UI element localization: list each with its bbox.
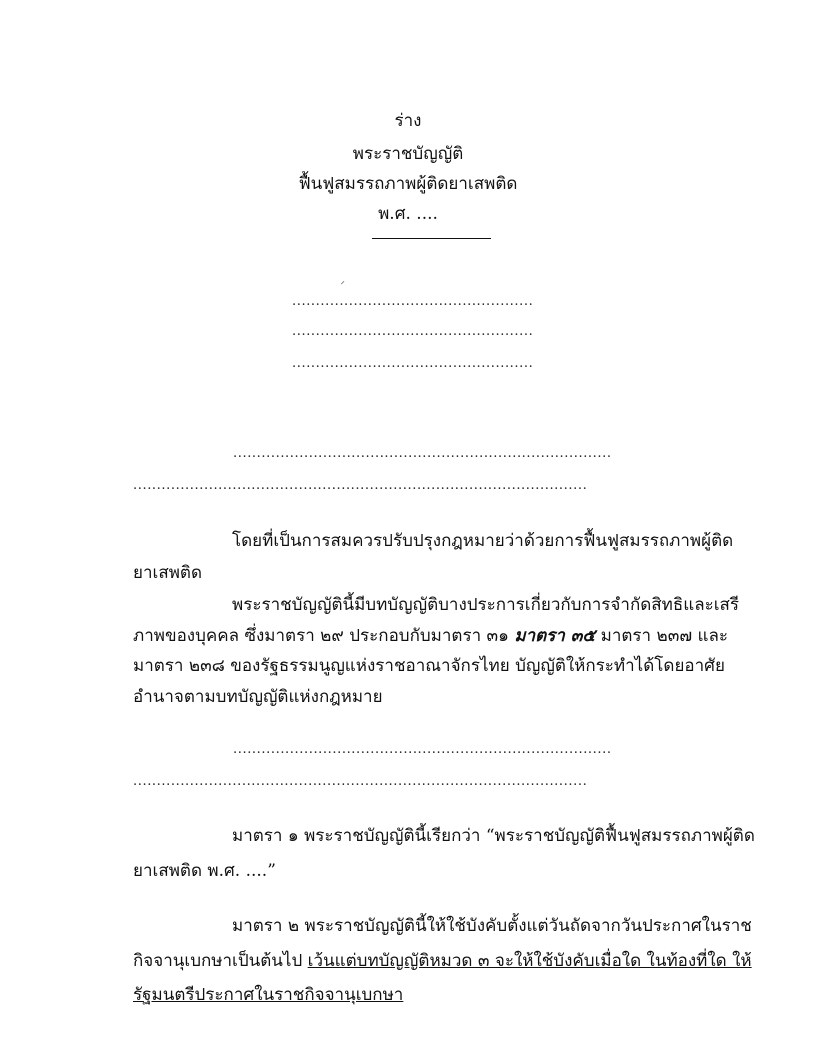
section-2-line-2-underlined: เว้นแต่บทบัญญัติหมวด ๓ จะให้ใช้บังคับเมื่อใด ในท้องที่ใด ให้ [307, 951, 752, 971]
section-2-line-2 [133, 950, 752, 972]
act-year: พ.ศ. .... [378, 204, 438, 224]
enactment-dots-2: ................................................................................................ [133, 774, 588, 789]
reasons-line-3: พระราชบัญญัตินี้มีบทบัญญัติบางประการเกี่ยวกับการจำกัดสิทธิและเสรี [232, 595, 740, 615]
section-2-line-2-a: กิจจานุเบกษาเป็นต้นไป [133, 951, 303, 971]
reasons-line-4-c: มาตรา ๒๓๗ และ [600, 626, 729, 646]
signature-line-1: ................................................... [292, 294, 534, 309]
preamble-dots-1: ................................................................................ [233, 446, 612, 461]
reasons-line-1: โดยที่เป็นการสมควรปรับปรุงกฎหมายว่าด้วยการฟื้นฟูสมรรถภาพผู้ติด [232, 531, 734, 551]
draft-label: ร่าง [394, 111, 422, 131]
signature-line-2: ................................................... [292, 324, 534, 339]
section-1-line-2: ยาเสพติด พ.ศ. ....” [133, 861, 276, 881]
reasons-line-4-a: ภาพของบุคคล ซึ่งมาตรา ๒๙ ประกอบกับมาตรา ๓๑ [133, 626, 509, 646]
reasons-line-5: มาตรา ๒๓๘ ของรัฐธรรมนูญแห่งราชอาณาจักรไทย บัญญัติให้กระทำได้โดยอาศัย [133, 656, 725, 676]
act-word: พระราชบัญญัติ [352, 144, 464, 164]
act-title: ฟื้นฟูสมรรถภาพผู้ติดยาเสพติด [298, 174, 518, 194]
section-2-line-3: รัฐมนตรีประกาศในราชกิจจานุเบกษา [133, 985, 404, 1005]
section-1-line-1: มาตรา ๑ พระราชบัญญัตินี้เรียกว่า “พระราชบัญญัติฟื้นฟูสมรรถภาพผู้ติด [232, 826, 755, 846]
preamble-dots-2: ................................................................................................ [133, 478, 588, 493]
stray-mark [341, 281, 345, 285]
enactment-dots-1: ................................................................................ [233, 742, 612, 757]
section-2-line-1: มาตรา ๒ พระราชบัญญัตินี้ให้ใช้บังคับตั้งแต่วันถัดจากวันประกาศในราช [232, 916, 752, 936]
reasons-line-4 [133, 625, 728, 647]
title-underline [372, 238, 491, 239]
reasons-line-4-handwritten: มาตรา ๓๕ [514, 626, 596, 646]
signature-line-3: ................................................... [292, 356, 534, 371]
reasons-line-2: ยาเสพติด [133, 563, 202, 583]
reasons-line-6: อำนาจตามบทบัญญัติแห่งกฎหมาย [133, 687, 383, 707]
